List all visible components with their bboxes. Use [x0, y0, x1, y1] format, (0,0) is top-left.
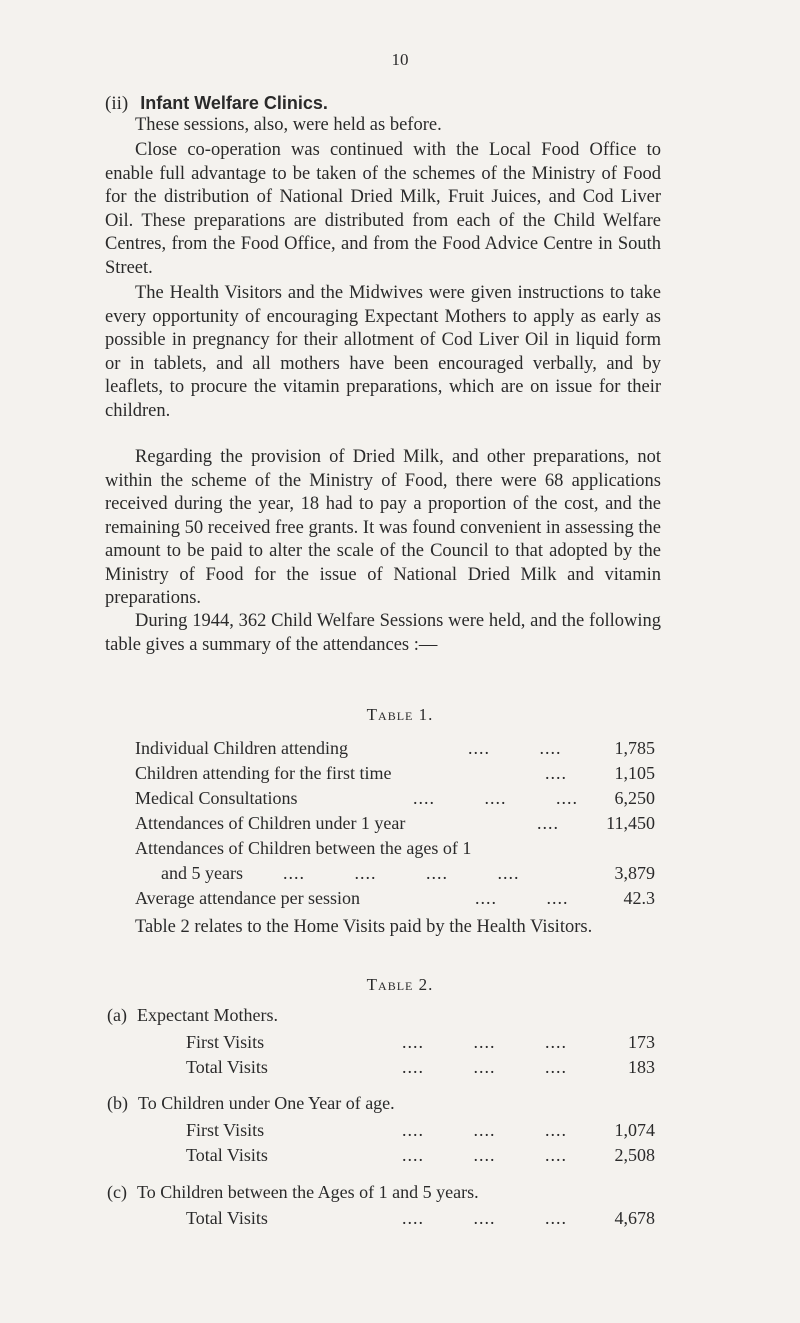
row-value: 183: [628, 1057, 655, 1077]
section-heading: [105, 93, 328, 115]
leader-dots: .... .... ....: [402, 1145, 567, 1165]
leader-dots: ....: [545, 763, 567, 783]
leader-dots: ....: [537, 813, 559, 833]
paragraph-text: The Health Visitors and the Midwives were given instructions to take every opportunity of encouraging Expectant Mothers to apply as early as possible in pregnancy for their allotment of Cod Liver Oil in liquid form or in tablets, and all mothers have been encouraged verbally, and by leaflets, to procure the vitamin preparations, which are on issue for their children.: [105, 283, 661, 421]
paragraph-text: Regarding the provision of Dried Milk, and other preparations, not within the scheme of the Ministry of Food, there were 68 applications received during the year, 18 had to pay a proportion of the cost, and the remaining 50 received free grants. It was found convenient in assessing the amount to be paid to alter the scale of the Council to that adopted by the Ministry of Food for the issue of National Dried Milk and vitamin preparations.: [105, 447, 661, 608]
row-value: 1,105: [614, 763, 655, 783]
paragraph-4: [105, 446, 661, 611]
paragraph-2: [105, 139, 661, 280]
row-label: First Visits: [186, 1120, 265, 1140]
row-label: Attendances of Children between the ages of 1: [135, 838, 472, 858]
table-2-title: Table 2.: [366, 975, 434, 994]
table-2-intro: [105, 916, 661, 940]
leader-dots: .... .... .... ....: [283, 863, 520, 883]
paragraph-text: Close co-operation was continued with the Local Food Office to enable full advantage to be taken of the schemes of the Ministry of Food for the distribution of National Dried Milk, Fruit Juices, and Cod Liver Oil. These preparations are distributed from each of the Child Welfare Centres, from the Food Office, and from the Food Advice Centre in South Street.: [105, 140, 661, 278]
row-label: Attendances of Children under 1 year: [135, 813, 406, 833]
table-1-title: Table 1.: [366, 705, 434, 724]
row-label: Total Visits: [186, 1208, 268, 1228]
row-label: Individual Children attending: [135, 738, 348, 758]
table-2-group-b: [107, 1093, 395, 1114]
row-label: First Visits: [186, 1032, 265, 1052]
row-label: Average attendance per session: [135, 888, 361, 908]
row-label: Medical Consultations: [135, 788, 298, 808]
paragraph-text: During 1944, 362 Child Welfare Sessions were held, and the following table gives a summary of the attendances :—: [105, 611, 661, 655]
leader-dots: .... .... ....: [402, 1057, 567, 1077]
table-2-group-c: [107, 1182, 479, 1203]
table-1-row: [135, 763, 655, 787]
paragraph-text: These sessions, also, were held as before.: [135, 115, 442, 135]
table-1-row: [135, 863, 655, 887]
table-2-row: [186, 1057, 655, 1081]
row-value: 173: [628, 1032, 655, 1052]
row-value: 1,785: [614, 738, 655, 758]
paragraph-5: [105, 610, 661, 657]
leader-dots: .... ....: [468, 738, 562, 758]
row-value: 6,250: [614, 788, 655, 808]
table-1-row: [135, 738, 655, 762]
leader-dots: .... .... ....: [413, 788, 578, 808]
paragraph-text: Table 2 relates to the Home Visits paid by the Health Visitors.: [135, 917, 593, 937]
paragraph-1: [105, 114, 661, 138]
section-title: Infant Welfare Clinics.: [140, 93, 328, 113]
group-label: To Children between the Ages of 1 and 5 years.: [136, 1182, 479, 1202]
leader-dots: .... .... ....: [402, 1120, 567, 1140]
row-value: 1,074: [614, 1120, 655, 1140]
group-letter: (b): [107, 1093, 128, 1113]
page-number: 10: [391, 50, 409, 69]
table-2-group-a: [107, 1005, 278, 1026]
row-label: Total Visits: [186, 1145, 268, 1165]
leader-dots: .... ....: [475, 888, 569, 908]
row-label: Total Visits: [186, 1057, 268, 1077]
row-label: Children attending for the first time: [135, 763, 392, 783]
leader-dots: .... .... ....: [402, 1208, 567, 1228]
table-1-row: [135, 788, 655, 812]
table-2-row: [186, 1032, 655, 1056]
row-value: 42.3: [623, 888, 655, 908]
paragraph-3: [105, 282, 661, 423]
row-label: and 5 years: [161, 863, 243, 883]
group-label: To Children under One Year of age.: [138, 1093, 395, 1113]
group-letter: (a): [107, 1005, 127, 1025]
table-1-row: [135, 838, 655, 862]
table-2-row: [186, 1120, 655, 1144]
row-value: 3,879: [614, 863, 655, 883]
table-1-row: [135, 813, 655, 837]
row-value: 11,450: [606, 813, 655, 833]
row-value: 4,678: [614, 1208, 655, 1228]
table-2-row: [186, 1208, 655, 1232]
row-value: 2,508: [614, 1145, 655, 1165]
table-2-row: [186, 1145, 655, 1169]
group-letter: (c): [107, 1182, 127, 1202]
group-label: Expectant Mothers.: [136, 1005, 278, 1025]
leader-dots: .... .... ....: [402, 1032, 567, 1052]
table-1-row: [135, 888, 655, 912]
section-number: (ii): [105, 93, 129, 114]
